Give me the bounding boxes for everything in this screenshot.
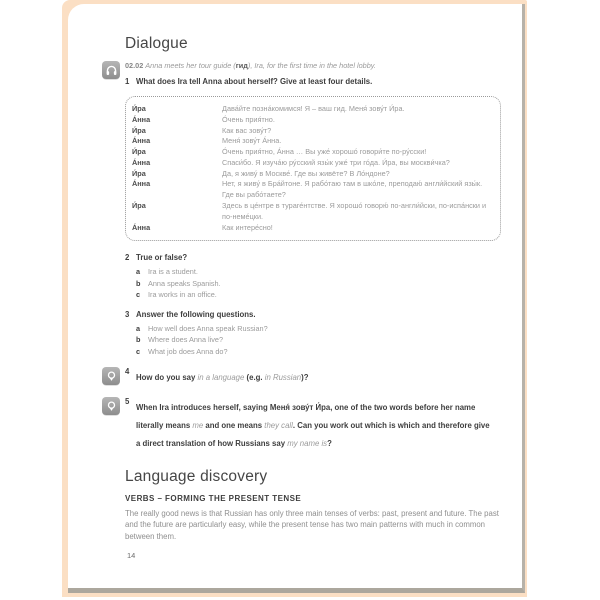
book-backing — [62, 0, 527, 597]
question-5-text: When Ira introduces herself, saying Меня́ зову́т И́ра, one of the two words before her name literally means me and one means they call. Can you work out which is which and therefore give a direct translation of how Russians say my name is? — [136, 403, 490, 449]
question-2-item-c — [136, 289, 511, 300]
speaker-name: А́нна — [132, 136, 151, 146]
question-4 — [125, 367, 511, 385]
section-title-dialogue: Dialogue — [125, 35, 188, 52]
item-letter: b — [136, 278, 141, 288]
item-letter: c — [136, 289, 141, 299]
audio-caption-post: ), Ira, for the first time in the hotel lobby. — [247, 61, 376, 70]
question-4-number: 4 — [125, 367, 130, 377]
question-5-number: 5 — [125, 397, 130, 407]
dialogue-text: Нет, я живу́ в Бра́йтоне. Я рабо́таю там в шко́ле, преподаю́ англи́йский язы́к. Где вы рабо́таете? — [222, 179, 483, 200]
item-letter: b — [136, 335, 141, 345]
dialogue-row — [132, 136, 492, 147]
dialogue-row — [132, 126, 492, 137]
dialogue-row — [132, 115, 492, 126]
dialogue-text: Да, я живу́ в Москве́. Где вы живёте? В Ло́ндоне? — [222, 168, 390, 178]
speaker-name: И́ра — [132, 168, 146, 178]
question-3-item-c — [136, 346, 511, 357]
question-1-text: What does Ira tell Anna about herself? Give at least four details. — [136, 77, 373, 86]
item-text: Anna speaks Spanish. — [148, 278, 221, 288]
question-3-item-b — [136, 334, 511, 345]
dialogue-row — [132, 147, 492, 158]
dialogue-row — [132, 104, 492, 115]
language-discovery-body: The really good news is that Russian has only three main tenses of verbs: past, present and future. The past and the future are particularly easy, while the present tense has two main patterns with much in common between them. — [125, 509, 499, 541]
dialogue-row — [132, 223, 492, 234]
question-1 — [125, 77, 511, 88]
item-letter: a — [136, 267, 141, 277]
question-5 — [125, 397, 511, 451]
page-content — [125, 35, 511, 542]
dialogue-text: Как интере́сно! — [222, 222, 273, 232]
page-number: 14 — [127, 551, 136, 560]
dialogue-text: Меня́ зову́т А́нна. — [222, 136, 282, 146]
item-text: How well does Anna speak Russian? — [148, 324, 268, 334]
section-title-language-discovery: Language discovery — [125, 468, 268, 486]
book-page — [68, 4, 525, 593]
dialogue-row — [132, 201, 492, 223]
audio-caption-row — [125, 61, 511, 73]
question-2-item-a — [136, 266, 511, 277]
dialogue-row — [132, 158, 492, 169]
question-3-number: 3 — [125, 310, 130, 320]
speaker-name: А́нна — [132, 114, 151, 124]
speaker-name: А́нна — [132, 157, 151, 167]
question-2-title: True or false? — [136, 253, 188, 263]
discovery-pin-icon — [102, 397, 120, 415]
question-3 — [125, 310, 511, 357]
speaker-name: И́ра — [132, 103, 146, 113]
question-3-title: Answer the following questions. — [136, 310, 256, 320]
item-text: Ira is a student. — [148, 267, 198, 277]
item-text: Where does Anna live? — [148, 335, 224, 345]
question-3-item-a — [136, 323, 511, 334]
dialogue-text: О́чень прия́тно. — [222, 114, 275, 124]
dialogue-row — [132, 169, 492, 180]
item-letter: a — [136, 324, 141, 334]
dialogue-box — [125, 96, 501, 242]
headphones-icon — [102, 61, 120, 79]
dialogue-text: Как вас зову́т? — [222, 125, 272, 135]
language-discovery-subtitle: VERBS – FORMING THE PRESENT TENSE — [125, 494, 302, 504]
discovery-pin-icon — [102, 367, 120, 385]
item-text: Ira works in an office. — [148, 289, 217, 299]
language-discovery-section — [125, 468, 511, 542]
question-2-number: 2 — [125, 253, 130, 263]
dialogue-text: Дава́йте позна́комимся! Я – ваш гид. Меня́ зову́т И́ра. — [222, 103, 405, 113]
speaker-name: А́нна — [132, 222, 151, 232]
question-2 — [125, 253, 511, 300]
speaker-name: И́ра — [132, 201, 146, 211]
item-text: What job does Anna do? — [148, 346, 228, 356]
question-4-text: How do you say in a language (e.g. in Russian)? — [136, 373, 309, 383]
dialogue-text: Спаси́бо. Я изуча́ю ру́сский язы́к уже́ три го́да. И́ра, вы москви́чка? — [222, 157, 450, 167]
audio-caption-pre: Anna meets her tour guide ( — [145, 61, 236, 70]
audio-track-number: 02.02 — [125, 61, 144, 70]
dialogue-row — [132, 179, 492, 201]
speaker-name: И́ра — [132, 147, 146, 157]
dialogue-text: О́чень прия́тно, А́нна … Вы уже́ хорошо́ говори́те по-ру́сски! — [222, 147, 427, 157]
question-2-item-b — [136, 278, 511, 289]
audio-caption-russian-word: гид — [235, 61, 248, 70]
speaker-name: А́нна — [132, 179, 151, 189]
question-1-number: 1 — [125, 77, 130, 86]
dialogue-text: Здесь в це́нтре в тураге́нтстве. Я хорошо́ говорю́ по-англи́йски, по-испа́нски и по-неме́цки. — [222, 201, 487, 221]
audio-caption — [125, 61, 511, 72]
speaker-name: И́ра — [132, 125, 146, 135]
item-letter: c — [136, 346, 141, 356]
